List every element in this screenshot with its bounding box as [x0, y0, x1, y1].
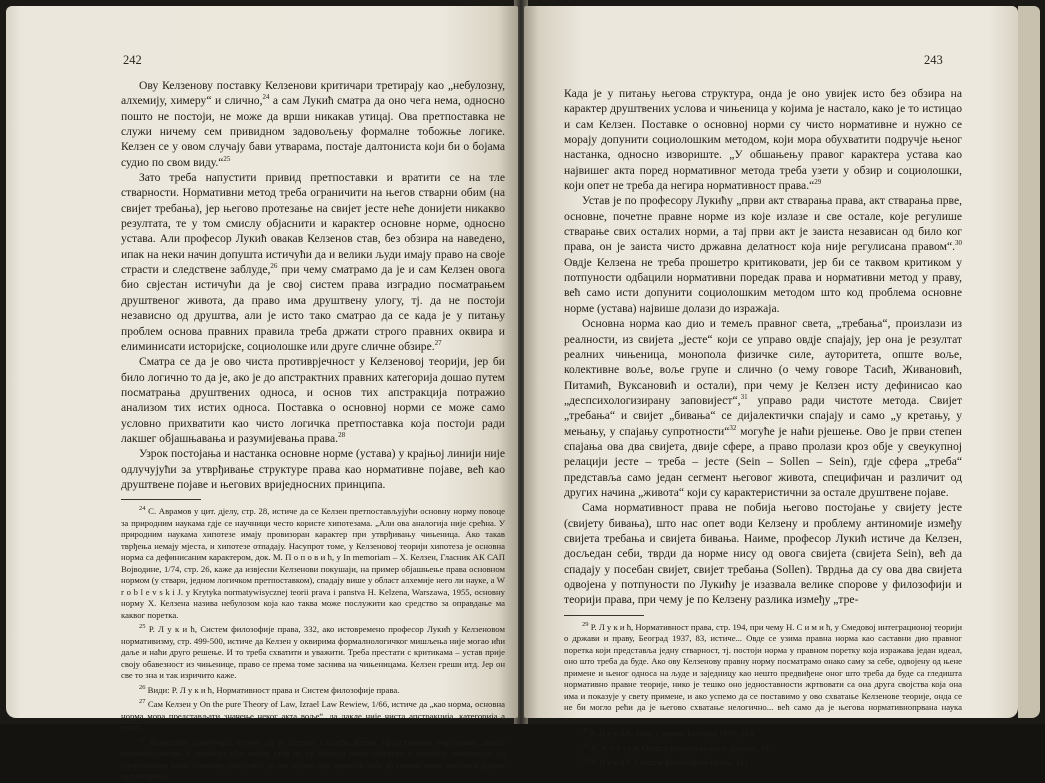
footnote-number: 24: [139, 505, 146, 513]
footnote-number: 25: [139, 623, 146, 631]
footnote-number: 26: [139, 683, 146, 691]
footnote-text: Келзенови критичари истичу да је Келзен, следећи Коена, представника марбуршке школе неокантијанства и примењујући његов став да су објекти наше спознаје у потпуну зависности од оријентације наше спознаје, закључио да све појаве које правник хоће да спозна може спознати једино путем права.: [121, 736, 505, 782]
paragraph: [121, 354, 505, 446]
paragraph-text: при чему сматрамо да је и сам Келзен овога био свјестан истичући да је свој систем права изградио посматрањем друштвеног живота, да право има друштвену улогу, тј. да не постоји независно од друштва, али је исто тако сматрао да се када је у питању проблем основа правних правила треба држати строго правних оквира и елиминисати историјске, социолошке или друге сличне обзире.: [121, 263, 505, 353]
footnote: [121, 699, 505, 734]
footnote-number: 29: [582, 620, 589, 628]
footnote-ref: 29: [814, 178, 822, 187]
footnote-ref: 28: [338, 431, 346, 440]
footnote-text: Р. Л у к и ћ, Систем филозофије права, 332, ако истовремено професор Лукић у Келзеновом нормативизму, стр. 499-500, истиче да Келзен у оквирима формалнологичког мишљења није могао ићи даље и наћи друго решење. И то треба схватити и уважити. Треба престати с критикама – устав прије своју обавезност из чињенице, право се према томе заснива на чињеницама. Келзен греши итд. Јер он све то зна и так изричито каже.: [121, 624, 505, 681]
right-page: [524, 6, 1018, 768]
paragraph-text: Ову Келзенову поставку Келзенови критичари третирају као „небулозну, алхемију, химеру“ и слично,: [121, 79, 505, 108]
page-number-right: 243: [924, 53, 943, 67]
footnote: [564, 757, 962, 769]
paragraph: [564, 316, 962, 500]
paragraph: [564, 86, 962, 193]
footnote-ref: 25: [223, 154, 231, 163]
footnote-number: 32: [582, 756, 589, 764]
footnote-ref: 26: [270, 262, 278, 271]
footnote: [121, 685, 505, 697]
paragraph-text: а сам Лукић сматра да оно чега нема, односно пошто не постоји, не може да врши никакав утицај. Ова претпоставка не служи ничему сем привидном задовољењу формалне тобожње логике. Келзен се у овом случају бави утварама, постаје далтониста који би о бојама судио по свом виду.“: [121, 94, 505, 169]
footnote-text: Види: Р. Л у к и ћ, Нормативност права и Систем филозофије права.: [147, 684, 400, 695]
paragraph-text: Сматра се да је ово чиста противрјечност у Келзеновој теорији, јер би било логично то да је, ако је до апстрактних правних категорија дошао путем посматрања друштвених односа, и основ тих апстракција потражио анализом тих истих односа. Поставка о основној норми се може само условно прихватити као чисто логичка претпоставка која постоји ради лакшег објашњавања и разумијевања права.: [121, 355, 505, 445]
footnote-text: Сам Келзен у On the pure Theory of Law, Izrael Law Rewiew, 1/66, истиче да „као норма, основна норма мора представљати значење неког акта воље“, да дакле није чиста апстракција, категорија а priori.: [121, 699, 506, 733]
paragraph-text: Устав је по професору Лукићу „први акт стварања права, акт стварања прве, основне, почетне правне норме из које излазе и све остале, које регулише стварање свих осталих норми, а тај први акт је заиста независан од било ког права, он је заиста чисто државна делатност која није регулисана правом“.: [564, 194, 962, 254]
paragraph: [121, 170, 505, 354]
right-page-body: [564, 86, 962, 769]
left-page: [6, 6, 518, 782]
footnote-number: 27: [139, 698, 146, 706]
footnote-number: 28: [139, 735, 146, 743]
footnote-text: Р. Л у к и ћ, Увод у право, Београд 1991, 113.: [590, 728, 756, 739]
footnote-number: 30: [582, 727, 589, 735]
footnote-ref: 32: [729, 423, 737, 432]
paragraph: [564, 500, 962, 607]
left-page-body: [121, 78, 505, 783]
footnote: [564, 728, 962, 740]
paragraph-text: Овдје Келзена не треба прошетро критиковати, јер би се таквом критиком у потпуности одбацили нормативни поредак права и нормативни метод у праву, већ само исти допунити социолошким методом што код проблема основне норме (устава) највише долази до изражаја.: [564, 255, 962, 315]
footnote-divider: [121, 499, 201, 500]
footnote-text: С. Аврамов у цит. дјелу, стр. 28, истиче да се Келзен претпостављујући основну норму повоце за природним наукама гдје се научници често користе хипотезама. „Али ова аналогија није срећна. У природним наукама хипотезе имају провизоран карактер при утврђивању чињеница. Ако такав тврђења немају мјеста, и хипотезе отпадају. Насупрот томе, у Келзеновој теорији хипотеза је основна норма са дефинисаним карактером, док. М. П о п о в и ћ, у In memoriam – Х. Келзен, Гласник АК САП Војводине, 1/74, стр. 26, каже да извјесни Келзенови покушаји, на пример објашњење права основном нормом (у стварн, једном логичком претпоставком), спадају више у област алхемије него ли науке, а W r o b l e v s k i J. у Krytyka normatywisycznej teorii prava i panstva H. Kelzena, Warszawa, 1955, основну норму Х. Келзена назива небулозом која као таква може послужити као средство за оправдање ма каквог поретка.: [121, 506, 505, 620]
paragraph-text: Основна норма као дио и темељ правног свeта, „требања“, произлази из реалности, из свијета „јесте“ који се управо овдје спајају, јер она је резултат реалних чињеница, монопола физичке силе, ауторитета, опште воље, колективне воље, воље групе и слично (о чему говоре Тасић, Живановић, Питамић, Вуксановић и остали), при чему је Келзен исту дефинисао као „деспсихологизирану заповијест“,: [564, 317, 962, 407]
paragraph: [564, 193, 962, 316]
footnote-text: Х. К е л з е н, Општа теорија права и државе, 49.: [590, 742, 771, 753]
footnote-ref: 31: [740, 393, 748, 402]
footnote-ref: 27: [434, 338, 442, 347]
footnote: [121, 506, 505, 621]
paragraph-text: Када је у питању његова структура, онда је оно увијек исто без обзира на карактер друштвених услова и чињеница у којима је настало, како је то истицао и сам Келзен. Поставке о основној норми су чисто нормативне и нужно се морају допунити социолошким методом, који мора обухватити подручје њеног настанка, односно извориште. „У обшањењу правог карактера устава као највишег акта поред нормативног метода треба узети у обзир и социолошки, који опет не треба да негира нормативност права.“: [564, 87, 962, 193]
paragraph-text: Зато треба напустити привид претпоставки и вратити се на тле стварности. Нормативни метод треба ограничити на његов стварни обим (на свијет требања), јер његово протезање на свијет јесте неће донијети никакво резултата, те у том смислу објаснити и карактер основне норме, односно устава. Али професор Лукић овакав Келзенов став, без обзира на наведено, ипак на неки начин допушта истичући да и велики људи имају право на своје страсти и следствене заблуде,: [121, 171, 505, 277]
footnote: [121, 737, 505, 783]
paragraph-text: Сама нормативност права не побија његово постојање у свијету јесте (свијету бивања), што нас опет води Келзену и проблему антиномије између свијета требања и свијета бивања. Наиме, професор Лукић истиче да Келзен, досљедан себи, тврди да норме нису од овога свијета (свијета Sein), већ да спадају у посебан свијет, свијет требања (Sollen). Тврдња да су ова два свијета одвојена у потпуности по Лукићу је изазвала велике спорове у филозофији и теорији права, при чему је по Келзену разлика између „тре-: [564, 501, 962, 607]
paragraph-text: могуће је наћи рјешење. Ово је први степен спајања ова два свијета, двије сфере, а право пролази кроз обје у свеукупној релацији јесте – треба – јесте (Sein – Sollen – Sein), гдје сфера „треба“ представља само један сегмент његовог живота, специфичан и различит од других начина „живота“ који су карактеристични за остале друштвене појаве.: [564, 424, 962, 499]
page-number-left: 242: [123, 53, 142, 67]
footnote-ref: 30: [955, 239, 962, 248]
paragraph-text: Узрок постојања и настанка основне норме (устава) у крајњој линији није одлучујући за утврђивање структуре права као нормативне појаве, већ као друштвене појаве и његових вриједносних принципа.: [121, 447, 505, 491]
paragraph: [121, 78, 505, 170]
page-edges: [1018, 6, 1040, 718]
footnote-text: Р. Л у к и ћ, Нормативност права, стр. 194, при чему Н. С и м и ћ, у Смедовој интеграционој теорији о држави и праву, Београд 1937, 83, истиче... Овде се узима правна норма као саставни дио правног поретка који представља једну стварност, тј. постоји норма у правном поретку која изражава један идеал, оно што треба да буде. Ако ову Келзенову правну норму посматрамо онако саму за себе, одвојену од њене примене и њеног односа на људе и заједницу као нешто предвиђене оног што треба да буде са гледишта нормативно правне теорије, нико је тешко оно једноставности жртвовати са она друга својства која она има и показује у свету примене, и ако успемо да се поставимо у ово схватање Келзенове теорије, онда се не би могло рећи да је његово схватање нелогично... већ само да је његова нормативнопрвана наука недовољна.: [564, 621, 963, 724]
footnote-ref: 24: [262, 93, 270, 102]
footnote-text: Р. Л у к и ћ, Систем филозофије права, 341.: [590, 757, 751, 768]
footnote-divider: [564, 615, 644, 616]
footnote: [564, 622, 962, 726]
paragraph-text: управо ради чистоте метода. Свијет „требања“ и свијет „бивања“ се дијалектички спајају и само „у кретању, у мењању, у спајању супротности“: [564, 393, 963, 438]
paragraph: [121, 446, 505, 492]
footnote: [121, 624, 505, 682]
footnote: [564, 743, 962, 755]
footnote-number: 31: [582, 741, 589, 749]
